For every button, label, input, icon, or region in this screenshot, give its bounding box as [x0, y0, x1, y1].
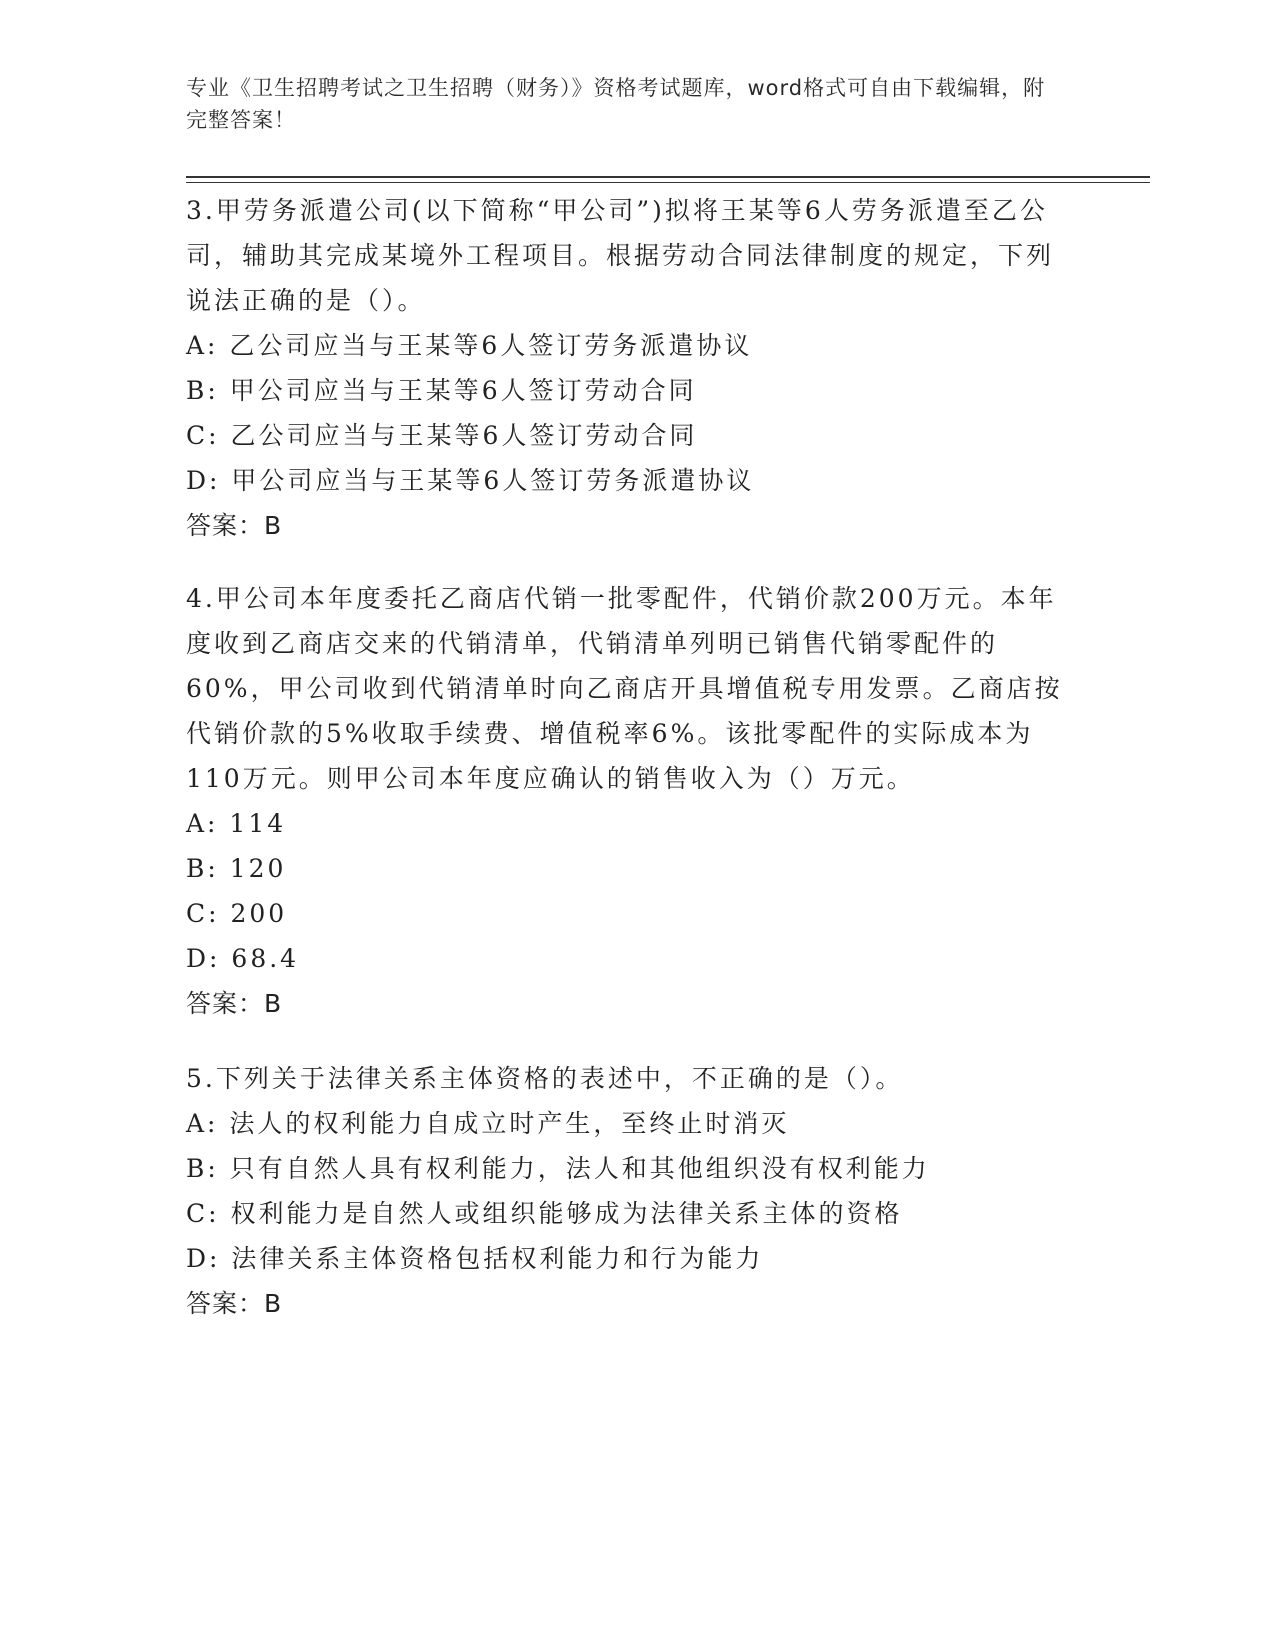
question-3	[186, 188, 1066, 548]
question-stem: 5.下列关于法律关系主体资格的表述中，不正确的是（）。	[186, 1064, 904, 1093]
question-stem: 4.甲公司本年度委托乙商店代销一批零配件，代销价款200万元。本年度收到乙商店交来的代销清单，代销清单列明已销售代销零配件的60%，甲公司收到代销清单时向乙商店开具增值税专用发票。乙商店按代销价款的5%收取手续费、增值税率6%。该批零配件的实际成本为110万元。则甲公司本年度应确认的销售收入为（）万元。	[186, 584, 1063, 793]
header-divider-thin	[186, 182, 1150, 183]
option-c: C: 权利能力是自然人或组织能够成为法律关系主体的资格	[186, 1199, 903, 1228]
option-c: C: 200	[186, 899, 288, 928]
option-a: A: 114	[186, 809, 287, 838]
page-header: 专业《卫生招聘考试之卫生招聘（财务）》资格考试题库，word格式可自由下载编辑，附完整答案！	[186, 76, 1046, 132]
question-4	[186, 576, 1066, 1026]
answer-line: 答案：B	[186, 1289, 283, 1318]
option-a: A: 乙公司应当与王某等6人签订劳务派遣协议	[186, 331, 753, 360]
option-d: D: 甲公司应当与王某等6人签订劳务派遣协议	[186, 466, 755, 495]
option-d: D: 68.4	[186, 944, 300, 973]
answer-line: 答案：B	[186, 511, 283, 540]
option-b: B: 120	[186, 854, 287, 883]
option-b: B: 只有自然人具有权利能力，法人和其他组织没有权利能力	[186, 1154, 930, 1183]
question-stem: 3.甲劳务派遣公司(以下简称“甲公司”)拟将王某等6人劳务派遣至乙公司，辅助其完成某境外工程项目。根据劳动合同法律制度的规定，下列说法正确的是（）。	[186, 196, 1055, 315]
question-5	[186, 1056, 1066, 1326]
option-c: C: 乙公司应当与王某等6人签订劳动合同	[186, 421, 698, 450]
option-d: D: 法律关系主体资格包括权利能力和行为能力	[186, 1244, 764, 1273]
answer-line: 答案：B	[186, 989, 283, 1018]
option-a: A: 法人的权利能力自成立时产生，至终止时消灭	[186, 1109, 790, 1138]
header-divider-thick	[186, 176, 1150, 178]
option-b: B: 甲公司应当与王某等6人签订劳动合同	[186, 376, 697, 405]
